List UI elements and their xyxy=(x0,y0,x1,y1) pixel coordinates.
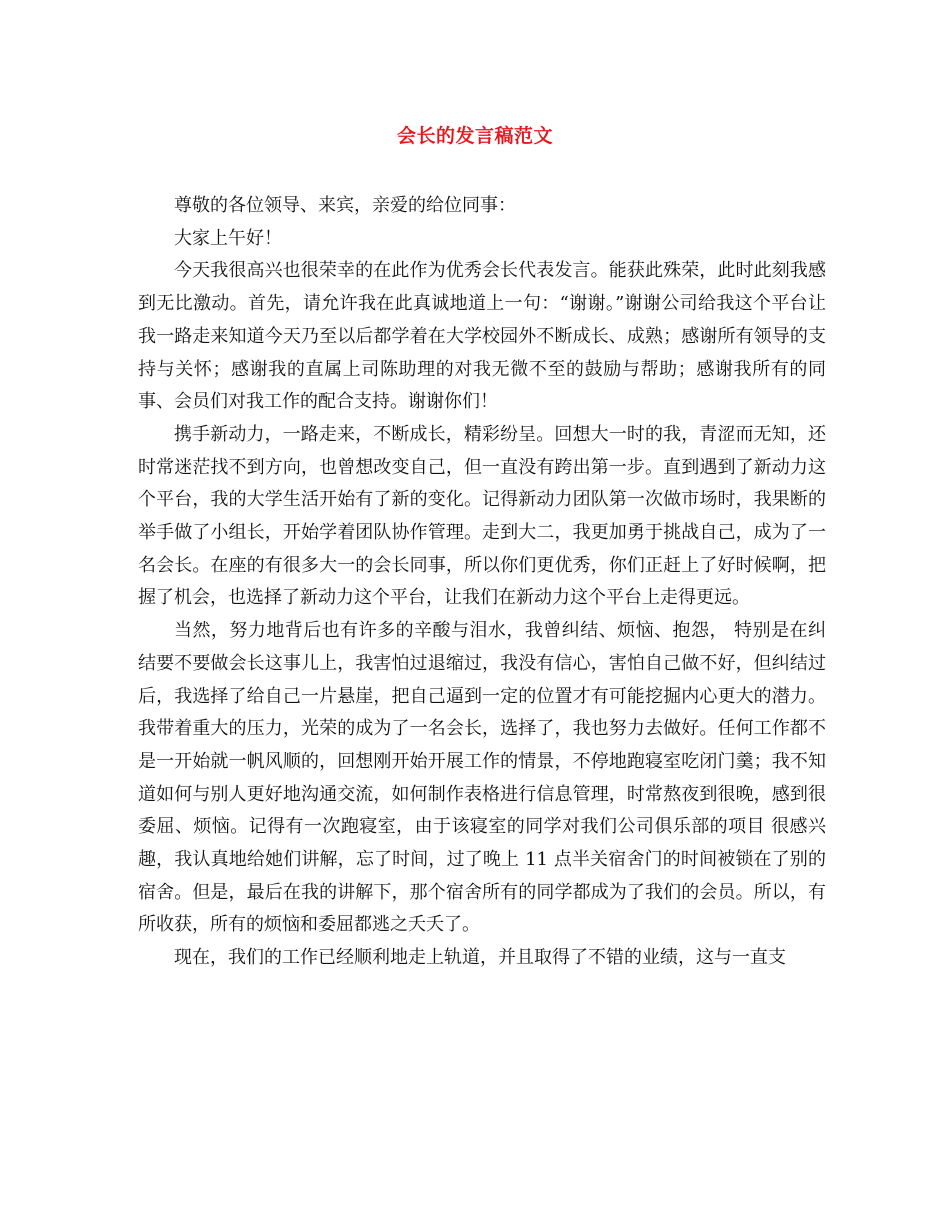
paragraph-greeting: 大家上午好！ xyxy=(174,227,282,249)
paragraph-thanks: 今天我很高兴也很荣幸的在此作为优秀会长代表发言。能获此殊荣，此时此刻我感到无比激动。首先，请允许我在此真诚地道上一句：“谢谢。”谢谢公司给我这个平台让我一路走来知道今天乃至以后都学着在大学校园外不断成长、成熟；感谢所有领导的支持与关怀；感谢我的直属上司陈助理的对我无微不至的鼓励与帮助；感谢我所有的同事、会员们对我工作的配合支持。谢谢你们！ xyxy=(138,260,826,413)
paragraph-hardships: 当然，努力地背后也有许多的辛酸与泪水，我曾纠结、烦恼、抱怨， 特别是在纠结要不要做会长这事儿上，我害怕过退缩过，我没有信心，害怕自己做不好，但纠结过后，我选择了给自己一片悬崖，把自己逼到一定的位置才有可能挖掘内心更大的潜力。我带着重大的压力，光荣的成为了一名会长，选择了，我也努力去做好。任何工作都不是一开始就一帆风顺的，回想刚开始开展工作的情景，不停地跑寝室吃闭门羹；我不知道如何与别人更好地沟通交流，如何制作表格进行信息管理，时常熬夜到很晚，感到很委屈、烦恼。记得有一次跑寝室，由于该寝室的同学对我们公司俱乐部的项目 很感兴趣，我认真地给她们讲解，忘了时间，过了晚上 11 点半关宿舍门的时间被锁在了别的 宿舍。但是，最后在我的讲解下，那个宿舍所有的同学都成为了我们的会员。所以，有所收获，所有的烦恼和委屈都逃之夭夭了。 xyxy=(138,620,826,936)
document-body xyxy=(138,190,826,975)
paragraph-growth: 携手新动力，一路走来，不断成长，精彩纷呈。回想大一时的我，青涩而无知，还时常迷茫找不到方向，也曾想改变自己，但一直没有跨出第一步。直到遇到了新动力这个平台，我的大学生活开始有了新的变化。记得新动力团队第一次做市场时，我果断的举手做了小组长，开始学着团队协作管理。走到大二，我更加勇于挑战自己，成为了一名会长。在座的有很多大一的会长同事，所以你们更优秀，你们正赶上了好时候啊，把握了机会，也选择了新动力这个平台，让我们在新动力这个平台上走得更远。 xyxy=(138,423,826,609)
paragraph-present: 现在，我们的工作已经顺利地走上轨道，并且取得了不错的业绩，这与一直支 xyxy=(174,947,786,969)
paragraph-salutation: 尊敬的各位领导、来宾，亲爱的给位同事： xyxy=(174,195,516,216)
document-title: 会长的发言稿范文 xyxy=(396,125,553,147)
